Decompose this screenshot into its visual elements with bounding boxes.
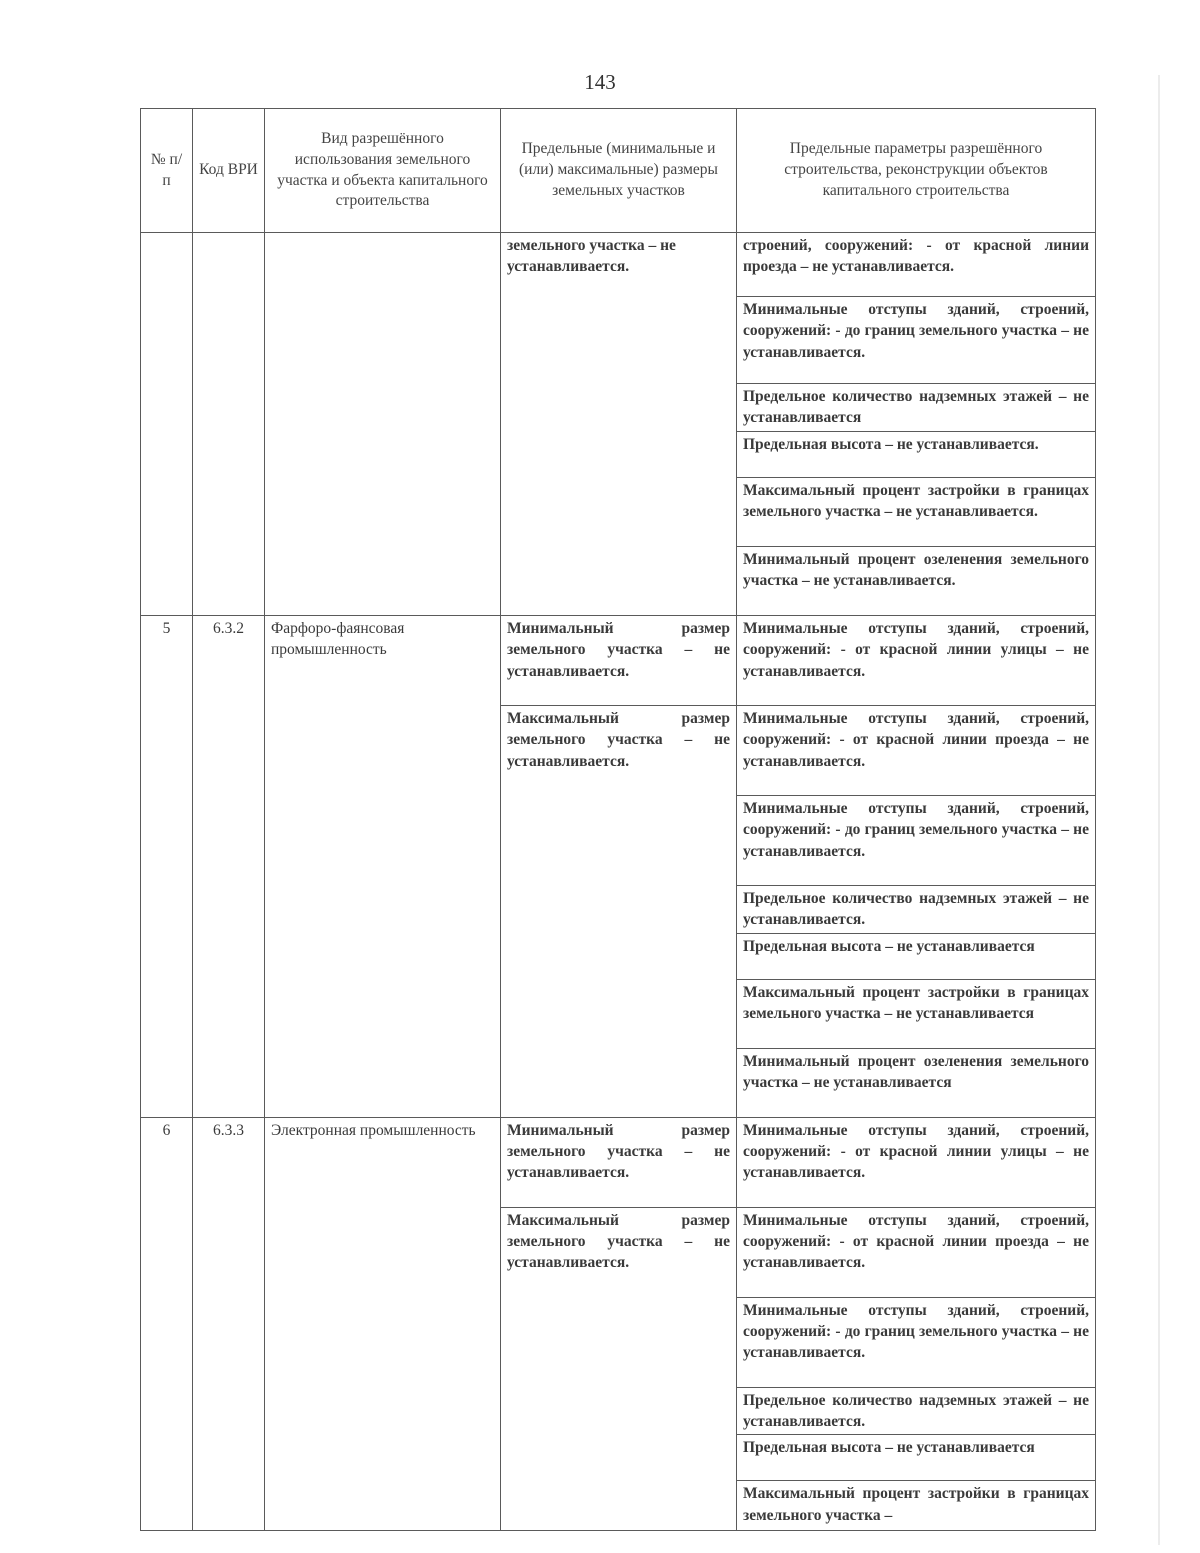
- param-cell: Минимальные отступы зданий, строений, сооружений: - до границ земельного участка – не устанавливается.: [737, 1297, 1096, 1387]
- cont-code-cell: [193, 233, 265, 616]
- min-size-cell: Минимальный размер земельного участка – не устанавливается.: [501, 1117, 737, 1207]
- land-use-table: [140, 108, 1096, 1531]
- param-cell: Предельная высота – не устанавливается.: [737, 431, 1096, 477]
- header-code: Код ВРИ: [193, 109, 265, 233]
- param-cell: Максимальный процент застройки в границах земельного участка – не устанавливается: [737, 979, 1096, 1048]
- row-type: Фарфоро-фаянсовая промышленность: [265, 615, 501, 1117]
- cont-size-cell: земельного участка – не устанавливается.: [501, 233, 737, 616]
- param-cell: Максимальный процент застройки в границах земельного участка –: [737, 1481, 1096, 1531]
- param-cell: Предельное количество надземных этажей – не устанавливается.: [737, 1387, 1096, 1435]
- cont-num-cell: [141, 233, 193, 616]
- cont-type-cell: [265, 233, 501, 616]
- param-cell: Минимальный процент озеленения земельного участка – не устанавливается: [737, 1048, 1096, 1117]
- param-cell: строений, сооружений: - от красной линии проезда – не устанавливается.: [737, 233, 1096, 297]
- param-cell: Минимальные отступы зданий, строений, сооружений: - от красной линии проезда – не устанавливается.: [737, 705, 1096, 795]
- row-num: 6: [141, 1117, 193, 1531]
- param-cell: Минимальные отступы зданий, строений, сооружений: - от красной линии проезда – не устанавливается.: [737, 1207, 1096, 1297]
- max-size-cell: Максимальный размер земельного участка – не устанавливается.: [501, 1207, 737, 1531]
- param-cell: Минимальный процент озеленения земельного участка – не устанавливается.: [737, 546, 1096, 615]
- row-num: 5: [141, 615, 193, 1117]
- param-cell: Максимальный процент застройки в границах земельного участка – не устанавливается.: [737, 477, 1096, 546]
- header-type: Вид разрешённого использования земельного участка и объекта капитального строительства: [265, 109, 501, 233]
- min-size-cell: Минимальный размер земельного участка – не устанавливается.: [501, 615, 737, 705]
- param-cell: Предельная высота – не устанавливается: [737, 1435, 1096, 1481]
- param-cell: Минимальные отступы зданий, строений, сооружений: - от красной линии улицы – не устанавливается.: [737, 1117, 1096, 1207]
- max-size-cell: Максимальный размер земельного участка – не устанавливается.: [501, 705, 737, 1117]
- param-cell: Минимальные отступы зданий, строений, сооружений: - до границ земельного участка – не устанавливается.: [737, 297, 1096, 384]
- header-num: № п/п: [141, 109, 193, 233]
- scan-edge-mark: [1158, 75, 1160, 1545]
- row-code: 6.3.2: [193, 615, 265, 1117]
- page-number: 143: [584, 70, 616, 94]
- row-code: 6.3.3: [193, 1117, 265, 1531]
- header-sizes: Предельные (минимальные и (или) максимальные) размеры земельных участков: [501, 109, 737, 233]
- param-cell: Предельное количество надземных этажей – не устанавливается: [737, 384, 1096, 432]
- table-row: [141, 615, 1096, 705]
- header-params: Предельные параметры разрешённого строительства, реконструкции объектов капитального строительства: [737, 109, 1096, 233]
- row-type: Электронная промышленность: [265, 1117, 501, 1531]
- table-row: [141, 1117, 1096, 1207]
- param-cell: Минимальные отступы зданий, строений, сооружений: - до границ земельного участка – не устанавливается.: [737, 795, 1096, 885]
- table-row: [141, 233, 1096, 297]
- table-header-row: [141, 109, 1096, 233]
- param-cell: Предельная высота – не устанавливается: [737, 933, 1096, 979]
- param-cell: Минимальные отступы зданий, строений, сооружений: - от красной линии улицы – не устанавливается.: [737, 615, 1096, 705]
- param-cell: Предельное количество надземных этажей – не устанавливается.: [737, 885, 1096, 933]
